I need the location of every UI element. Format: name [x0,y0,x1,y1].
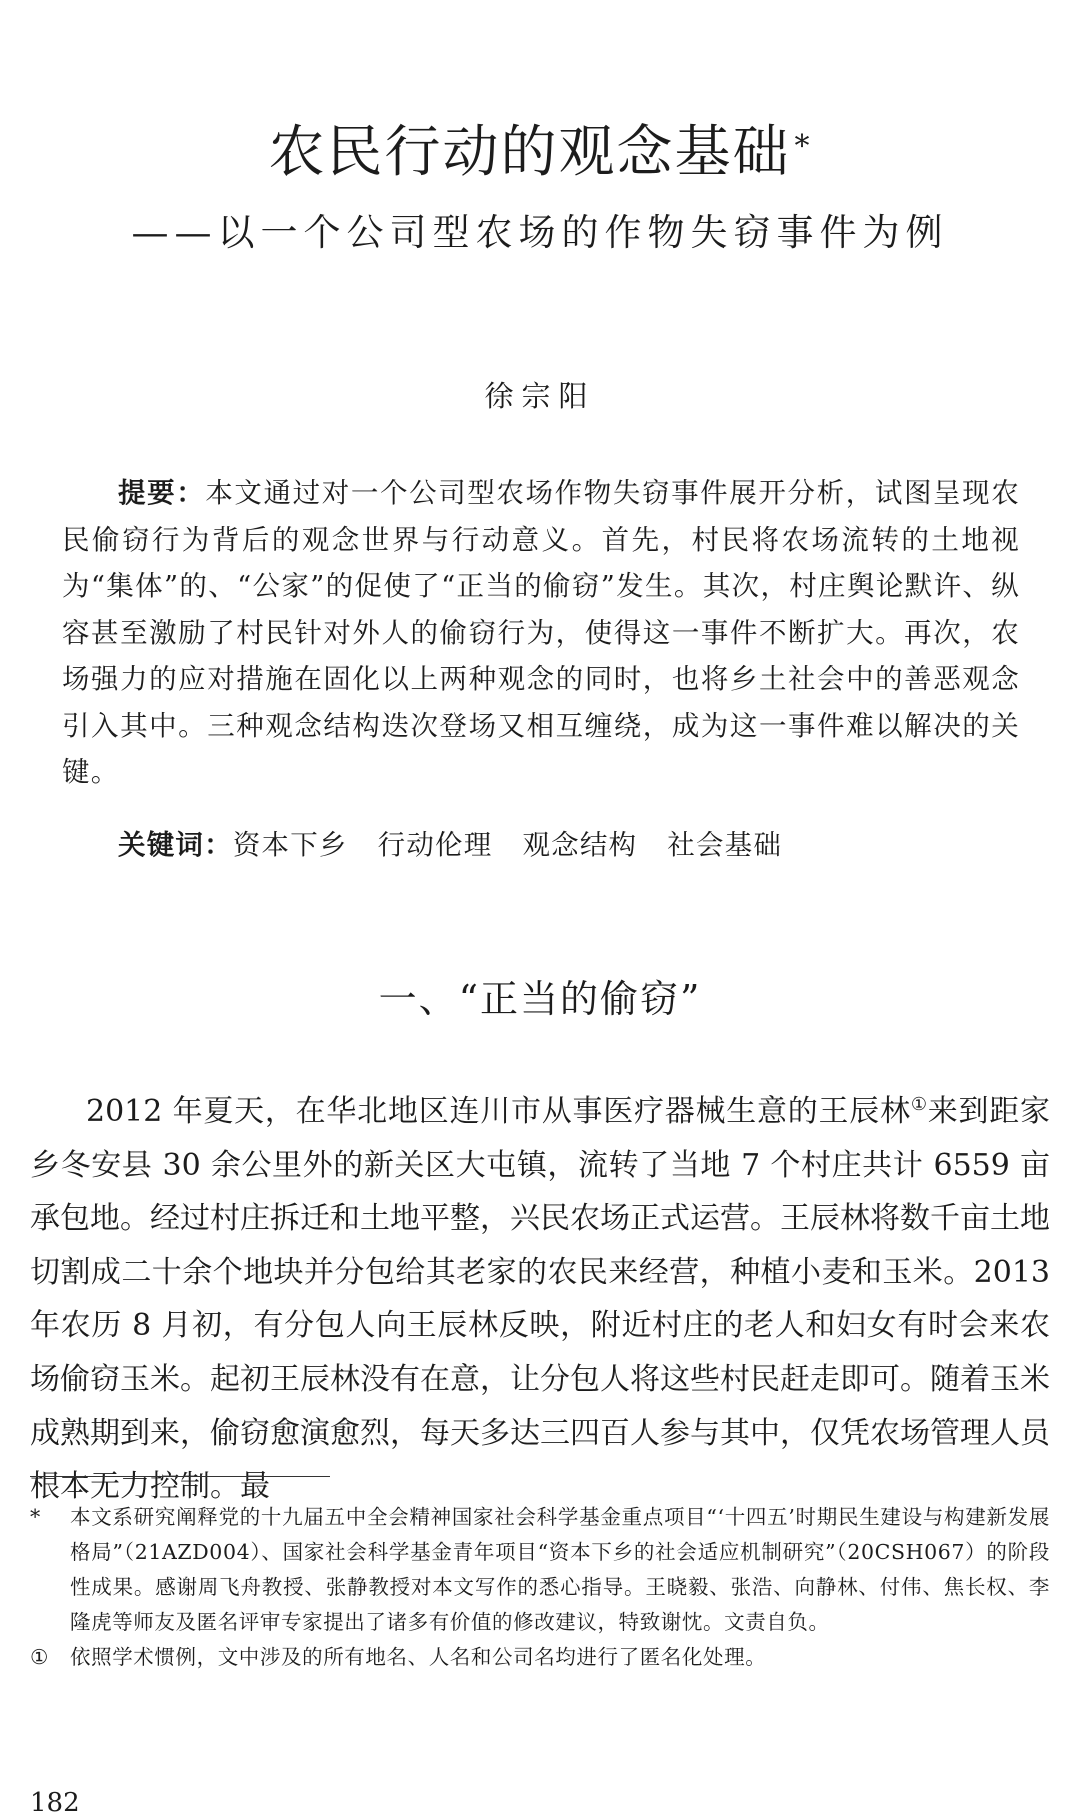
footnote-item [30,1500,1050,1640]
section-heading: 一、“正当的偷窃” [378,977,702,1021]
body-paragraph [30,1078,1050,1514]
article-title-text: 农民行动的观念基础 [268,120,791,185]
abstract [62,470,1020,796]
footnote-text: 本文系研究阐释党的十九届五中全会精神国家社会科学基金重点项目“‘十四五’时期民生建设与构建新发展格局”（21AZD004）、国家社会科学基金青年项目“资本下乡的社会适应机制研究”（20CSH067）的阶段性成果。感谢周飞舟教授、张静教授对本文写作的悉心指导。王晓毅、张浩、向静林、付伟、焦长权、李隆虎等师友及匿名评审专家提出了诸多有价值的修改建议，特致谢忱。文责自负。 [70,1505,1050,1634]
keywords [118,822,812,868]
author-name: 徐宗阳 [484,379,596,413]
footnote-reference: ① [910,1094,928,1115]
footnote-item [30,1640,1050,1675]
footnote-divider [30,1476,330,1477]
title-footnote-mark: * [794,129,812,164]
page-number: 182 [30,1788,80,1818]
footnote-text: 依照学术惯例，文中涉及的所有地名、人名和公司名均进行了匿名化处理。 [70,1645,767,1669]
body-text-part1: 2012 年夏天，在华北地区连川市从事医疗器械生意的王辰林 [86,1094,911,1129]
body-text-part2: 来到距家乡冬安县 30 余公里外的新关区大屯镇，流转了当地 7 个村庄共计 6559 亩承包地。经过村庄拆迁和土地平整，兴民农场正式运营。王辰林将数千亩土地切割成二十余个地块并分包给其老家的农民来经营，种植小麦和玉米。2013 年农历 8 月初，有分包人向王辰林反映，附近村庄的老人和妇女有时会来农场偷窃玉米。起初王辰林没有在意，让分包人将这些村民赶走即可。随着玉米成熟期到来，偷窃愈演愈烈，每天多达三四百人参与其中，仅凭农场管理人员根本无力控制。最 [30,1094,1051,1505]
article-subtitle: ——以一个公司型农场的作物失窃事件为例 [131,211,949,254]
footnote-mark: * [30,1505,41,1529]
footnotes [30,1500,1050,1675]
abstract-text: 本文通过对一个公司型农场作物失窃事件展开分析，试图呈现农民偷窃行为背后的观念世界与行动意义。首先，村民将农场流转的土地视为“集体”的、“公家”的促使了“正当的偷窃”发生。其次，村庄舆论默许、纵容甚至激励了村民针对外人的偷窃行为，使得这一事件不断扩大。再次，农场强力的应对措施在固化以上两种观念的同时，也将乡土社会中的善恶观念引入其中。三种观念结构迭次登场又相互缠绕，成为这一事件难以解决的关键。 [62,477,1020,788]
keyword-item: 行动伦理 [377,829,493,861]
abstract-paragraph [62,470,1020,796]
article-title [0,118,1080,188]
footnote-mark: ① [30,1645,49,1669]
keyword-item: 资本下乡 [232,829,348,861]
keywords-label: 关键词： [118,829,233,861]
keyword-item: 观念结构 [522,829,638,861]
keyword-item: 社会基础 [667,829,783,861]
abstract-label: 提要： [118,477,206,509]
